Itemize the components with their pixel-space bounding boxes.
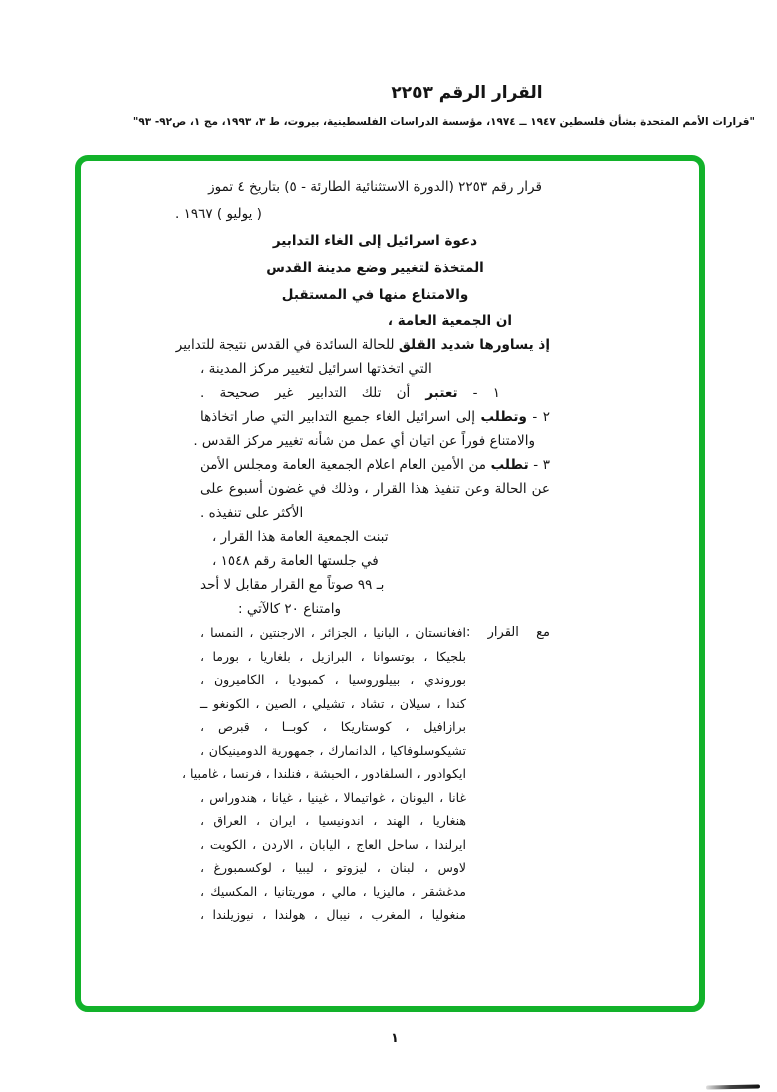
- body-line-segment: للحالة السائدة في القدس نتيجة للتدابير: [175, 337, 399, 353]
- body-line: [175, 333, 550, 357]
- vote-country-line-segment: هنغاريا ، الهند ، اندونيسيا ، ايران ، العراق ،: [200, 813, 466, 828]
- vote-country-line: [200, 715, 466, 739]
- vote-country-line-segment: بلجيكا ، بوتسوانا ، البرازيل ، بلغاريا ، بورما ،: [200, 648, 466, 664]
- vote-country-line-segment: لاوس ، لبنان ، ليزوتو ، ليبيا ، لوكسمبورغ ،: [200, 860, 466, 875]
- vote-country-line: [200, 621, 466, 645]
- adoption-line: [212, 525, 550, 549]
- page-number: ١: [391, 1031, 399, 1046]
- adoption-line-segment: بـ ٩٩ صوتاً مع القرار مقابل لا أحد: [200, 577, 385, 593]
- heading-line: [200, 255, 550, 282]
- vote-country-line-segment: مدغشقر ، ماليزيا ، مالي ، موريتانيا ، المكسيك ،: [200, 883, 466, 899]
- body-line-segment: أن تلك التدابير غير صحيحة .: [200, 385, 426, 401]
- vote-country-line: [200, 786, 466, 810]
- body-line-segment: تطلب: [490, 457, 529, 473]
- heading-line: [175, 201, 550, 228]
- body-line-segment: وتطلب: [480, 409, 527, 425]
- vote-country-line: [200, 833, 466, 857]
- adoption-line: [200, 573, 550, 597]
- vote-country-line: [200, 645, 466, 669]
- scan-edge-artifact: [706, 1084, 760, 1089]
- body-line-segment: عن الحالة وعن تنفيذ هذا القرار ، وذلك في غضون أسبوع على: [200, 481, 550, 497]
- body-line-segment: من الأمين العام اعلام الجمعية العامة ومجلس الأمن: [200, 457, 491, 473]
- vote-country-line: [200, 903, 466, 927]
- heading-line-segment: المتخذة لتغيير وضع مدينة القدس: [266, 260, 484, 276]
- page-title: القرار الرقم ٢٢٥٣: [391, 83, 543, 103]
- resolution-body: [175, 309, 550, 525]
- vote-record: [181, 621, 550, 927]
- heading-line: [200, 282, 550, 309]
- vote-country-line-segment: غانا ، اليونان ، غواتيمالا ، غينيا ، غيانا ، هندوراس ،: [200, 789, 466, 805]
- source-citation: "قرارات الأمم المتحدة بشأن فلسطين ١٩٤٧ ــ ١٩٧٤، مؤسسة الدراسات الفلسطينية، بيروت، ط ٣، ١٩٩٣، مج ١، ص٩٢- ٩٣": [132, 116, 755, 128]
- body-line: [200, 381, 550, 405]
- body-line-segment: ٣ -: [528, 457, 550, 473]
- heading-line-segment: قرار رقم ٢٢٥٣ (الدورة الاستثنائية الطارئة - ٥) بتاريخ ٤ تموز: [208, 179, 542, 195]
- body-line-segment: ٢ -: [526, 409, 550, 425]
- vote-country-line: [200, 668, 466, 692]
- adoption-line: [212, 549, 550, 573]
- heading-line-segment: دعوة اسرائيل إلى الغاء التدابير: [272, 233, 478, 249]
- vote-country-line-segment: ايرلندا ، ساحل العاج ، اليابان ، الاردن ، الكويت ،: [200, 836, 466, 852]
- body-line: [200, 501, 550, 525]
- body-line-segment: تعتبر: [425, 385, 458, 401]
- vote-country-line-segment: منغوليا ، المغرب ، نيبال ، هولندا ، نيوزيلندا ،: [200, 907, 466, 922]
- vote-country-line-segment: كندا ، سيلان ، تشاد ، تشيلي ، الصين ، الكونغو ــ: [200, 695, 466, 711]
- vote-country-line-segment: تشيكوسلوفاكيا ، الدانمارك ، جمهورية الدومينيكان ،: [200, 742, 466, 758]
- vote-country-line: [200, 739, 466, 763]
- heading-line: [200, 228, 550, 255]
- body-line-segment: إذ يساورها شديد القلق: [398, 337, 550, 353]
- heading-line-segment: والامتناع منها في المستقبل: [281, 287, 469, 303]
- vote-country-line: [200, 856, 466, 880]
- adoption-line: [238, 597, 550, 621]
- adoption-statement: [200, 525, 550, 621]
- vote-country-line: [181, 762, 466, 786]
- body-line: [200, 453, 550, 477]
- vote-country-line: [200, 880, 466, 904]
- vote-country-line-segment: برازافيل ، كوستاريكا ، كوبــا ، قبرص ،: [200, 719, 466, 734]
- body-line-segment: ١ -: [457, 385, 500, 401]
- vote-country-line-segment: بوروندي ، بييلوروسيا ، كمبوديا ، الكاميرون ،: [200, 672, 466, 687]
- body-line: [193, 429, 550, 453]
- adoption-line-segment: وامتناع ٢٠ كالآتي :: [238, 601, 342, 617]
- vote-country-line-segment: ايكوادور ، السلفادور ، الحبشة ، فنلندا ، فرنسا ، غامبيا ،: [181, 766, 466, 781]
- vote-with-countries: [181, 621, 466, 927]
- body-line-segment: ان الجمعية العامة ،: [387, 313, 512, 329]
- adoption-line-segment: في جلستها العامة رقم ١٥٤٨ ،: [212, 553, 379, 569]
- vote-country-line: [200, 692, 466, 716]
- heading-line-segment: ( يوليو ) ١٩٦٧ .: [175, 206, 262, 222]
- resolution-frame: [75, 155, 705, 1012]
- adoption-line-segment: تبنت الجمعية العامة هذا القرار ،: [212, 529, 389, 545]
- body-line-segment: الأكثر على تنفيذه .: [200, 505, 304, 521]
- vote-country-line: [200, 809, 466, 833]
- vote-with-label: مع القرار :: [466, 625, 550, 640]
- body-line-segment: إلى اسرائيل الغاء جميع التدابير التي صار اتخاذها: [200, 409, 481, 425]
- body-line: [200, 477, 550, 501]
- text-column: [175, 174, 550, 927]
- heading-line: [200, 174, 550, 201]
- body-line-segment: التي اتخذتها اسرائيل لتغيير مركز المدينة ،: [200, 361, 432, 377]
- body-line-segment: والامتناع فوراً عن اتيان أي عمل من شأنه تغيير مركز القدس .: [193, 433, 535, 449]
- body-line: [200, 405, 550, 429]
- resolution-heading: [175, 174, 550, 309]
- vote-country-line-segment: افغانستان ، البانيا ، الجزائر ، الارجنتين ، النمسا ،: [200, 625, 466, 640]
- body-line: [200, 309, 550, 333]
- body-line: [200, 357, 550, 381]
